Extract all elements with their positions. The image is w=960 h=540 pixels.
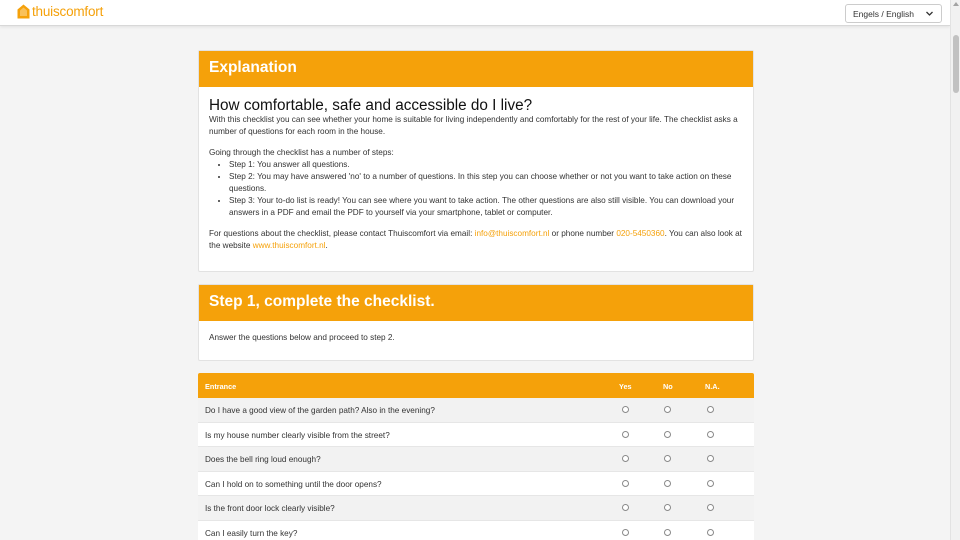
website-link[interactable]: www.thuiscomfort.nl xyxy=(252,241,326,250)
thuiscomfort-logo[interactable] xyxy=(17,4,103,19)
explanation-card xyxy=(198,50,754,272)
radio-yes[interactable] xyxy=(622,480,629,487)
checklist-table xyxy=(198,373,754,540)
radio-no[interactable] xyxy=(664,480,671,487)
radio-no[interactable] xyxy=(664,431,671,438)
question-text: Can I hold on to something until the door opens? xyxy=(205,479,382,489)
table-row xyxy=(198,398,754,423)
radio-na[interactable] xyxy=(707,431,714,438)
table-row xyxy=(198,472,754,497)
radio-yes[interactable] xyxy=(622,455,629,462)
radio-no[interactable] xyxy=(664,406,671,413)
radio-yes[interactable] xyxy=(622,529,629,536)
radio-na[interactable] xyxy=(707,504,714,511)
column-na: N.A. xyxy=(705,382,720,391)
radio-no[interactable] xyxy=(664,504,671,511)
column-yes: Yes xyxy=(619,382,632,391)
language-select[interactable] xyxy=(845,4,942,23)
radio-na[interactable] xyxy=(707,529,714,536)
table-row xyxy=(198,496,754,521)
chevron-down-icon xyxy=(925,9,934,18)
contact-paragraph xyxy=(209,228,743,252)
table-row xyxy=(198,423,754,448)
radio-yes[interactable] xyxy=(622,504,629,511)
column-no: No xyxy=(663,382,673,391)
logo-text: thuiscomfort xyxy=(32,4,104,19)
section-title: Entrance xyxy=(205,382,237,391)
house-logo-icon xyxy=(17,4,30,19)
radio-na[interactable] xyxy=(707,480,714,487)
question-text: Does the bell ring loud enough? xyxy=(205,455,321,464)
question-text: Is the front door lock clearly visible? xyxy=(205,504,335,513)
email-link[interactable]: info@thuiscomfort.nl xyxy=(474,229,550,238)
explanation-title: How comfortable, safe and accessible do I live? xyxy=(209,97,533,114)
question-text: Do I have a good view of the garden path? Also in the evening? xyxy=(205,406,435,415)
scrollbar-thumb[interactable] xyxy=(953,35,959,93)
table-row xyxy=(198,521,754,540)
contact-text: For questions about the checklist, please contact Thuiscomfort via email: xyxy=(209,229,475,238)
explanation-intro: With this checklist you can see whether your home is suitable for living independently and comfortably for the rest of your life. The checklist asks a number of questions for each room in the house. xyxy=(209,115,738,136)
radio-no[interactable] xyxy=(664,455,671,462)
step1-instruction: Answer the questions below and proceed to step 2. xyxy=(209,333,395,342)
phone-link[interactable]: 020-5450360 xyxy=(616,229,665,238)
contact-text: or phone number xyxy=(549,229,617,238)
radio-no[interactable] xyxy=(664,529,671,536)
step-item: • Step 3: Your to-do list is ready! You can see where you want to take action. The other questions are also still visible. You can download your answers in a PDF and email the PDF to yourself via your smartphone, tablet or computer. xyxy=(229,195,743,219)
contact-text: . xyxy=(325,241,328,250)
page-scrollbar[interactable] xyxy=(950,0,960,540)
steps-list xyxy=(229,159,743,219)
step1-header: Step 1, complete the checklist. xyxy=(199,285,753,321)
steps-intro: Going through the checklist has a number of steps: xyxy=(209,148,394,157)
contact-text: . You can also look at the website xyxy=(209,229,742,250)
step1-card xyxy=(198,284,754,361)
explanation-header: Explanation xyxy=(199,51,753,87)
scroll-up-arrow-icon[interactable] xyxy=(953,2,959,6)
checklist-table-header xyxy=(198,373,754,398)
table-row xyxy=(198,447,754,472)
radio-na[interactable] xyxy=(707,406,714,413)
question-text: Can I easily turn the key? xyxy=(205,528,298,538)
step-item: • Step 2: You may have answered 'no' to a number of questions. In this step you can choose whether or not you want to take action on these questions. xyxy=(229,171,743,195)
question-text: Is my house number clearly visible from the street? xyxy=(205,430,390,440)
radio-yes[interactable] xyxy=(622,431,629,438)
language-select-value: Engels / English xyxy=(853,9,914,19)
radio-yes[interactable] xyxy=(622,406,629,413)
step-item: • Step 1: You answer all questions. xyxy=(229,159,743,171)
radio-na[interactable] xyxy=(707,455,714,462)
top-navigation-bar xyxy=(0,0,950,26)
